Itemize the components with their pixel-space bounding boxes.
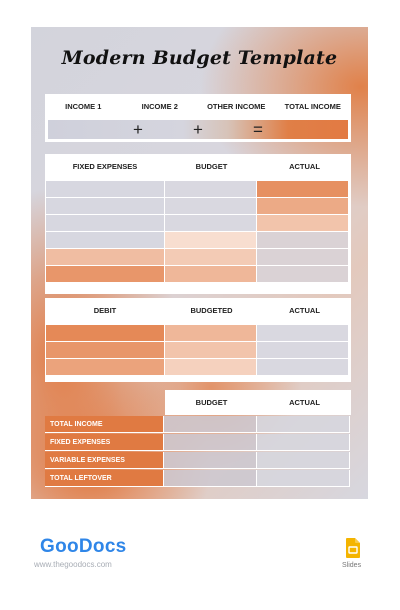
- table-cell[interactable]: [165, 266, 257, 283]
- fixed-expenses-header-row: [45, 154, 351, 180]
- plus-operator: +: [133, 120, 143, 139]
- actual-cell[interactable]: [257, 452, 350, 469]
- summary-row: [45, 416, 351, 434]
- budget-header: BUDGET: [195, 398, 228, 407]
- summary-table: [45, 390, 351, 486]
- budget-cell[interactable]: [164, 434, 257, 451]
- budget-header: BUDGET: [195, 162, 228, 171]
- income-entry-row[interactable]: [48, 120, 348, 139]
- table-cell[interactable]: [257, 181, 349, 198]
- spacer-cell: [48, 120, 108, 139]
- plus-operator: +: [193, 120, 203, 139]
- google-slides-icon: [346, 538, 360, 558]
- summary-row-label: TOTAL INCOME: [45, 416, 164, 433]
- summary-row-label: FIXED EXPENSES: [45, 434, 164, 451]
- table-cell[interactable]: [46, 215, 165, 232]
- income-header-row: [45, 94, 351, 119]
- table-cell[interactable]: [46, 359, 165, 376]
- summary-row: [45, 470, 351, 488]
- table-cell[interactable]: [257, 249, 349, 266]
- income-2-header: INCOME 2: [141, 102, 178, 111]
- budget-cell[interactable]: [164, 452, 257, 469]
- table-cell[interactable]: [165, 359, 257, 376]
- summary-header-row: [165, 390, 351, 415]
- actual-header: ACTUAL: [289, 162, 320, 171]
- table-cell[interactable]: [165, 249, 257, 266]
- grid-table: [45, 180, 349, 283]
- table-cell[interactable]: [165, 325, 257, 342]
- table-row: [46, 342, 349, 359]
- table-cell[interactable]: [165, 232, 257, 249]
- table-cell[interactable]: [46, 325, 165, 342]
- table-cell[interactable]: [165, 342, 257, 359]
- summary-row-label: VARIABLE EXPENSES: [45, 452, 164, 469]
- table-cell[interactable]: [165, 198, 257, 215]
- table-cell[interactable]: [257, 342, 349, 359]
- table-cell[interactable]: [46, 232, 165, 249]
- spacer-cell: [288, 120, 348, 139]
- other-income-header: OTHER INCOME: [207, 102, 266, 111]
- table-cell[interactable]: [165, 181, 257, 198]
- budget-cell[interactable]: [164, 470, 257, 487]
- table-row: [46, 232, 349, 249]
- table-cell[interactable]: [257, 215, 349, 232]
- summary-row-label: TOTAL LEFTOVER: [45, 470, 164, 487]
- table-row: [46, 215, 349, 232]
- actual-cell[interactable]: [257, 470, 350, 487]
- table-row: [46, 359, 349, 376]
- table-cell[interactable]: [46, 249, 165, 266]
- summary-row: [45, 434, 351, 452]
- table-row: [46, 266, 349, 283]
- table-row: [46, 198, 349, 215]
- table-cell[interactable]: [257, 232, 349, 249]
- table-cell[interactable]: [46, 198, 165, 215]
- budget-template-page: [31, 27, 368, 499]
- income-panel: [45, 94, 351, 142]
- debit-header: DEBIT: [93, 306, 117, 315]
- table-cell[interactable]: [46, 266, 165, 283]
- debit-header-row: [45, 298, 351, 324]
- goodocs-logo[interactable]: GooDocs: [40, 536, 127, 557]
- table-cell[interactable]: [257, 266, 349, 283]
- page-title: Modern Budget Template: [61, 47, 338, 69]
- actual-cell[interactable]: [257, 416, 350, 433]
- actual-header: ACTUAL: [289, 306, 320, 315]
- table-cell[interactable]: [257, 359, 349, 376]
- grid-table: [45, 324, 349, 376]
- table-row: [46, 181, 349, 198]
- actual-header: ACTUAL: [289, 398, 320, 407]
- table-cell[interactable]: [257, 198, 349, 215]
- table-cell[interactable]: [46, 181, 165, 198]
- site-url[interactable]: www.thegoodocs.com: [34, 560, 112, 569]
- total-income-header: TOTAL INCOME: [284, 102, 341, 111]
- budget-cell[interactable]: [164, 416, 257, 433]
- equals-operator: =: [253, 120, 263, 139]
- debit-table: [45, 298, 351, 382]
- summary-row: [45, 452, 351, 470]
- table-cell[interactable]: [46, 342, 165, 359]
- fixed-expenses-header: FIXED EXPENSES: [72, 162, 138, 171]
- table-row: [46, 325, 349, 342]
- fixed-expenses-table: [45, 154, 351, 294]
- table-cell[interactable]: [257, 325, 349, 342]
- table-cell[interactable]: [165, 215, 257, 232]
- slides-label: Slides: [342, 562, 362, 569]
- table-row: [46, 249, 349, 266]
- actual-cell[interactable]: [257, 434, 350, 451]
- budgeted-header: BUDGETED: [190, 306, 233, 315]
- income-1-header: INCOME 1: [65, 102, 102, 111]
